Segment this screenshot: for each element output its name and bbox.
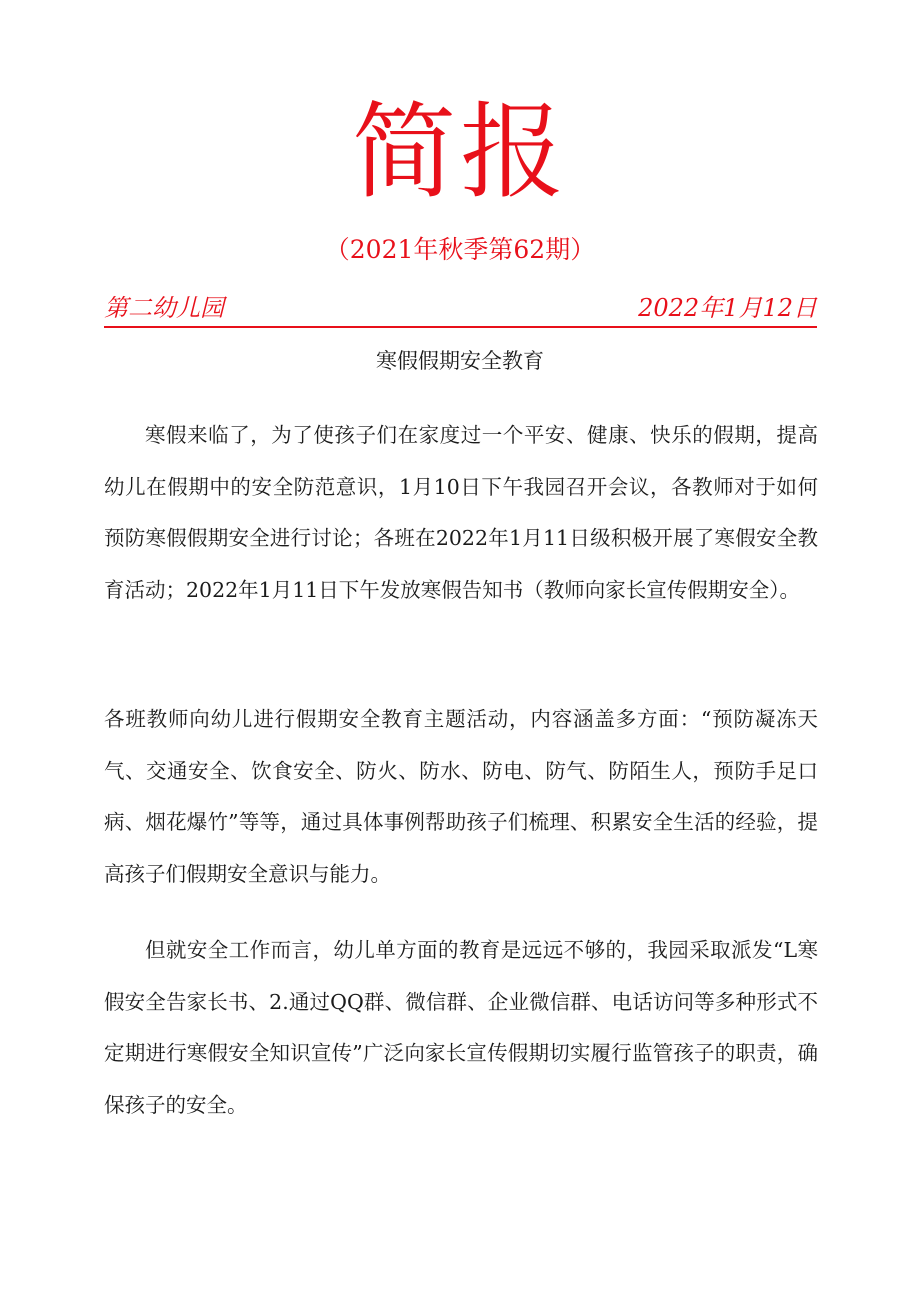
article-title: 寒假假期安全教育	[376, 349, 544, 373]
organization-name: 第二幼儿园	[104, 294, 224, 322]
issue-date: 2022年1月12日	[638, 294, 817, 322]
body-paragraph: 但就安全工作而言，幼儿单方面的教育是远远不够的，我园采取派发“L寒假安全告家长书、2.通过QQ群、微信群、企业微信群、电话访问等多种形式不定期进行寒假安全知识宣传”广泛向家长宣传假期切实履行监管孩子的职责，确保孩子的安全。	[104, 938, 818, 1117]
body-paragraph: 各班教师向幼儿进行假期安全教育主题活动，内容涵盖多方面：“预防凝冻天气、交通安全、饮食安全、防火、防水、防电、防气、防陌生人，预防手足口病、烟花爆竹”等等，通过具体事例帮助孩子们梳理、积累安全生活的经验，提高孩子们假期安全意识与能力。	[104, 707, 818, 886]
body-paragraph: 寒假来临了，为了使孩子们在家度过一个平安、健康、快乐的假期，提高幼儿在假期中的安全防范意识，1月10日下午我园召开会议，各教师对于如何预防寒假假期安全进行讨论；各班在2022年1月11日级积极开展了寒假安全教育活动；2022年1月11日下午发放寒假告知书（教师向家长宣传假期安全）。	[104, 423, 818, 602]
issue-number: （2021年秋季第62期）	[324, 235, 596, 264]
newsletter-title: 简报	[351, 91, 568, 213]
header-rule	[104, 292, 817, 328]
